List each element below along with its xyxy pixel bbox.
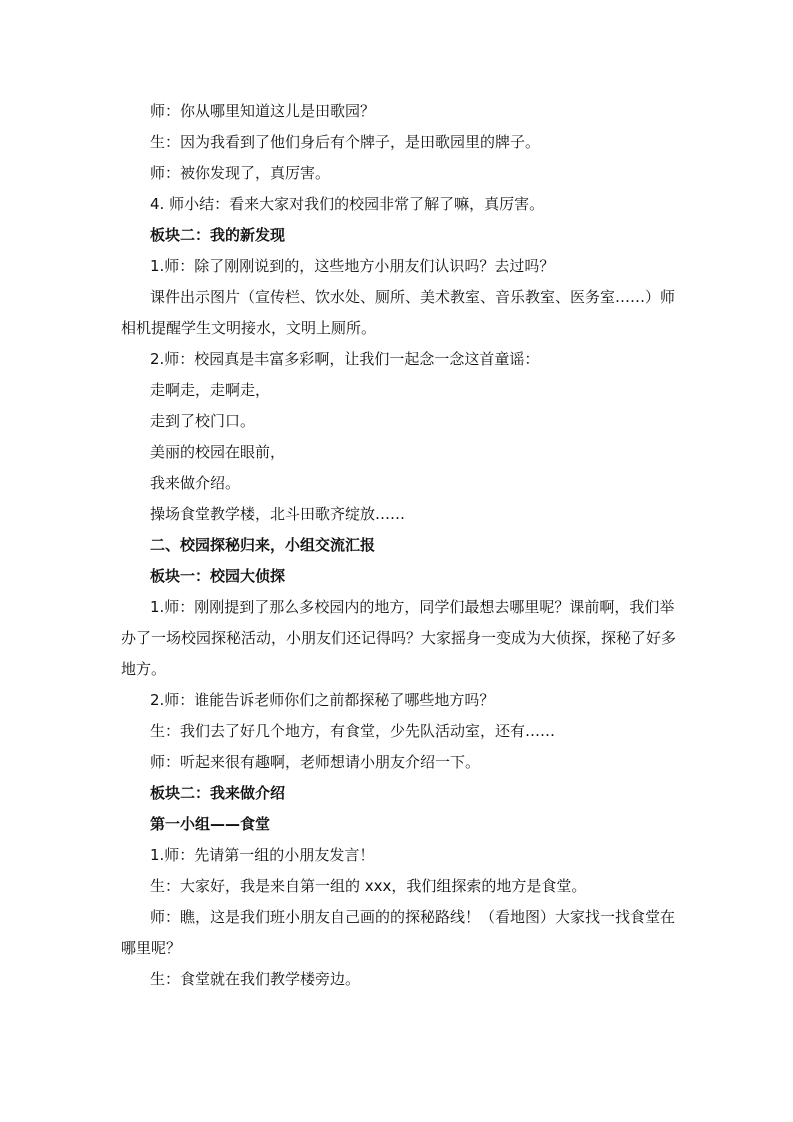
paragraph-1: 师：你从哪里知道这儿是田歌园？ bbox=[150, 102, 376, 120]
paragraph-22: 1.师：先请第一组的小朋友发言！ bbox=[150, 846, 375, 864]
section-heading-report: 二、校园探秘归来，小组交流汇报 bbox=[150, 536, 376, 554]
section-heading-introduce: 板块二：我来做介绍 bbox=[150, 784, 286, 802]
rhyme-line-1: 走啊走，走啊走， bbox=[150, 381, 271, 399]
section-heading-discovery: 板块二：我的新发现 bbox=[150, 226, 286, 244]
paragraph-8: 2.师：校园真是丰富多彩啊，让我们一起念一念这首童谣： bbox=[150, 350, 540, 368]
rhyme-line-3: 美丽的校园在眼前， bbox=[150, 443, 286, 461]
paragraph-19: 师：听起来很有趣啊，老师想请小朋友介绍一下。 bbox=[150, 753, 481, 771]
rhyme-line-2: 走到了校门口。 bbox=[150, 412, 256, 430]
paragraph-4: 4. 师小结：看来大家对我们的校园非常了解了嘛，真厉害。 bbox=[150, 195, 545, 213]
paragraph-3: 师：被你发现了，真厉害。 bbox=[150, 164, 331, 182]
section-heading-group-one: 第一小组——食堂 bbox=[150, 815, 271, 833]
section-heading-detective: 板块一：校园大侦探 bbox=[150, 567, 286, 585]
rhyme-line-5: 操场食堂教学楼，北斗田歌齐绽放…… bbox=[150, 505, 406, 523]
paragraph-7: 课件出示图片（宣传栏、饮水处、厕所、美术教室、音乐教室、医务室……）师相机提醒学生文明接水，文明上厕所。 bbox=[121, 288, 676, 337]
document-body bbox=[121, 96, 676, 995]
paragraph-2: 生：因为我看到了他们身后有个牌子，是田歌园里的牌子。 bbox=[150, 133, 541, 151]
rhyme-line-4: 我来做介绍。 bbox=[150, 474, 241, 492]
paragraph-23: 生：大家好，我是来自第一组的 xxx，我们组探索的地方是食堂。 bbox=[150, 877, 587, 895]
paragraph-24: 师：瞧，这是我们班小朋友自己画的的探秘路线！（看地图）大家找一找食堂在哪里呢？ bbox=[121, 908, 676, 957]
paragraph-18: 生：我们去了好几个地方，有食堂，少先队活动室，还有…… bbox=[150, 722, 556, 740]
paragraph-6: 1.师：除了刚刚说到的，这些地方小朋友们认识吗？去过吗？ bbox=[150, 257, 555, 275]
paragraph-25: 生：食堂就在我们教学楼旁边。 bbox=[150, 970, 361, 988]
paragraph-17: 2.师：谁能告诉老师你们之前都探秘了哪些地方吗？ bbox=[150, 691, 495, 709]
paragraph-16: 1.师：刚刚提到了那么多校园内的地方，同学们最想去哪里呢？课前啊，我们举办了一场校园探秘活动，小朋友们还记得吗？大家摇身一变成为大侦探，探秘了好多地方。 bbox=[121, 598, 677, 678]
